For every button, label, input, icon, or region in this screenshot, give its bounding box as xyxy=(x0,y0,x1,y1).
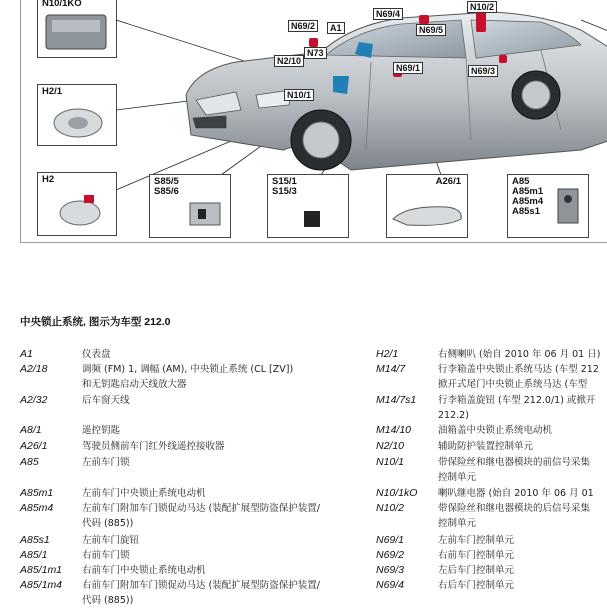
legend-code: H2/1 xyxy=(376,348,399,360)
legend-desc: 带保险丝和继电器模块的后信号采集 控制单元 xyxy=(438,503,591,529)
legend-desc: 左后车门控制单元 xyxy=(438,565,515,576)
legend-code: A2/32 xyxy=(20,394,48,406)
legend-code: N10/2 xyxy=(376,502,405,514)
legend-code: N10/1 xyxy=(376,456,405,468)
legend-desc: 油箱盖中央锁止系统电动机 xyxy=(438,425,553,436)
legend-code: A85m4 xyxy=(20,502,54,514)
legend-code: M14/7s1 xyxy=(376,394,417,406)
inset-s85 xyxy=(149,174,231,238)
legend-desc: 右后车门控制单元 xyxy=(438,580,515,591)
legend-desc: 驾驶员侧前车门红外线遥控接收器 xyxy=(82,441,225,452)
legend-desc: 左前车门锁 xyxy=(82,457,130,468)
legend-code: A85/1 xyxy=(20,549,48,561)
legend-desc: 左前车门旋钮 xyxy=(82,535,140,546)
legend-desc: 右前车门控制单元 xyxy=(438,550,515,561)
legend-code: N69/3 xyxy=(376,564,405,576)
a26-1-label: A26/1 xyxy=(435,176,461,187)
inset-a85 xyxy=(507,174,589,238)
legend-desc: 喇叭继电器 (始自 2010 年 06 月 01 xyxy=(438,488,594,499)
legend-code: N69/4 xyxy=(376,579,405,591)
legend-code: N69/1 xyxy=(376,534,405,546)
legend-desc: 左前车门中央锁止系统电动机 xyxy=(82,488,206,499)
legend-desc: 仪表盘 xyxy=(82,349,111,360)
h2-1-label: H2/1 xyxy=(42,86,63,97)
legend-desc: 后车窗天线 xyxy=(82,395,130,406)
legend-code: A85m1 xyxy=(20,487,54,499)
legend-desc: 右前车门锁 xyxy=(82,550,130,561)
legend-code: A1 xyxy=(20,348,33,360)
inset-a26-1 xyxy=(386,174,468,238)
tag-n69-2: N69/2 xyxy=(288,20,318,32)
legend-code: A26/1 xyxy=(20,440,48,452)
legend-desc: 调频 (FM) 1, 调幅 (AM), 中央锁止系统 (CL [ZV]) 和无钥匙启动天线放大器 xyxy=(82,364,294,390)
legend-code: M14/7 xyxy=(376,363,406,375)
tag-n10-2: N10/2 xyxy=(467,1,497,13)
tag-n69-4: N69/4 xyxy=(373,8,403,20)
legend-desc: 右前车门附加车门锁促动马达 (装配扩展型防盗保护装置/ 代码 (885)) xyxy=(82,580,320,606)
central-locking-figure xyxy=(20,0,607,243)
tag-n2-10: N2/10 xyxy=(274,55,304,67)
inset-n10-1ko xyxy=(37,0,117,58)
tag-n69-3: N69/3 xyxy=(468,65,498,77)
tag-n10-1: N10/1 xyxy=(284,89,314,101)
legend-desc: 右前车门中央锁止系统电动机 xyxy=(82,565,206,576)
legend-code: A85/1m4 xyxy=(20,579,63,591)
legend-desc: 右侧喇叭 (始自 2010 年 06 月 01 日) xyxy=(438,349,601,360)
inset-h2 xyxy=(37,172,117,236)
inset-s15 xyxy=(267,174,349,238)
s15-label: S15/1 S15/3 xyxy=(272,176,297,197)
legend-desc: 辅助防护装置控制单元 xyxy=(438,441,534,452)
legend-code: A2/18 xyxy=(20,363,48,375)
tag-n69-1: N69/1 xyxy=(393,62,423,74)
legend-code: A85s1 xyxy=(20,534,50,546)
legend-code: A85/1m1 xyxy=(20,564,63,576)
tag-a1: A1 xyxy=(327,22,345,34)
legend-desc: 左前车门附加车门锁促动马达 (装配扩展型防盗保护装置/ 代码 (885)) xyxy=(82,503,320,529)
legend-code: M14/10 xyxy=(376,424,412,436)
legend-desc: 遥控钥匙 xyxy=(82,425,121,436)
legend-desc: 行李箱盖旋钮 (车型 212.0/1) 或掀开 212.2) xyxy=(438,395,596,421)
tag-n73: N73 xyxy=(304,47,327,59)
a85-label: A85 A85m1 A85m4 A85s1 xyxy=(512,176,544,217)
legend-code: N10/1kO xyxy=(376,487,418,499)
h2-label: H2 xyxy=(42,174,55,185)
n10-1ko-label: N10/1KO xyxy=(42,0,82,9)
s85-label: S85/5 S85/6 xyxy=(154,176,179,197)
legend-desc: 左前车门控制单元 xyxy=(438,535,515,546)
inset-h2-1 xyxy=(37,84,117,146)
legend-code: N69/2 xyxy=(376,549,405,561)
tag-n69-5: N69/5 xyxy=(416,24,446,36)
section-heading: 中央锁止系统, 图示为车型 212.0 xyxy=(20,316,171,328)
legend-code: A8/1 xyxy=(20,424,42,436)
legend-desc: 带保险丝和继电器模块的前信号采集 控制单元 xyxy=(438,457,591,483)
legend-code: N2/10 xyxy=(376,440,405,452)
legend-code: A85 xyxy=(20,456,39,468)
legend-desc: 行李箱盖中央锁止系统马达 (车型 212 掀开式尾门中央锁止系统马达 (车型 xyxy=(438,364,599,390)
